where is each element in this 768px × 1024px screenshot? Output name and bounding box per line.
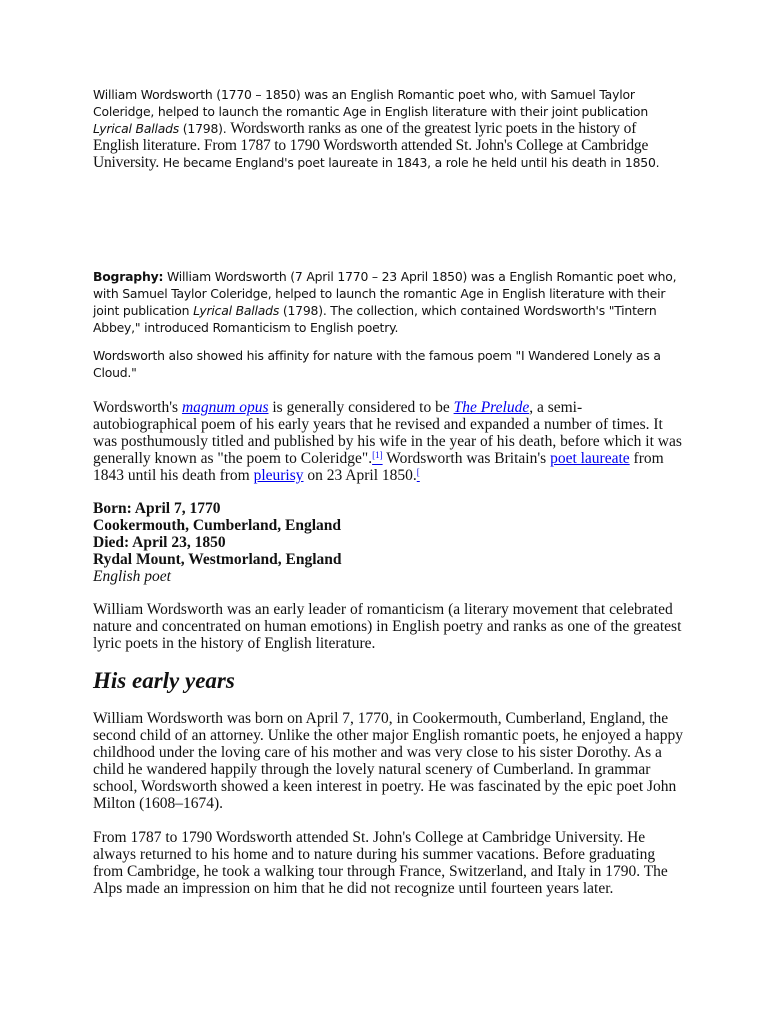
romanticism-leader-paragraph: William Wordsworth was an early leader of romanticism (a literary movement that celebrated nature and concentrated on human emotions) in English poetry and ranks as one of the greatest lyric poets in the history of English literature. bbox=[93, 601, 682, 652]
magnum-opus-paragraph bbox=[93, 399, 683, 484]
magnum-text-1: Wordsworth's bbox=[93, 399, 182, 416]
death-date: Died: April 23, 1850 bbox=[93, 534, 226, 551]
biography-paragraph bbox=[93, 268, 683, 336]
intro-text: William Wordsworth (1770 – 1850) was an English Romantic poet who, with Samuel Taylor Coleridge, helped to launch the romantic Age in English literature with their joint publication bbox=[93, 87, 648, 119]
the-prelude-link[interactable] bbox=[454, 399, 530, 416]
magnum-text-4: Wordsworth was Britain's bbox=[382, 450, 551, 467]
early-years-paragraph: William Wordsworth was born on April 7, 1770, in Cookermouth, Cumberland, England, the second child of an attorney. Unlike the other major English romantic poets, he enjoyed a happy childhood under the loving care of his mother and was very close to his sister Dorothy. As a child he wandered happily through the lovely natural scenery of Cumberland. In grammar school, Wordsworth showed a keen interest in poetry. He was fascinated by the epic poet John Milton (1608–1674). bbox=[93, 710, 683, 812]
biography-italic-title: Lyrical Ballads bbox=[193, 303, 280, 318]
the-prelude-link-text: The Prelude bbox=[453, 399, 530, 416]
intro-text-3: He became England's poet laureate in 1843, a role he held until his death in 1850. bbox=[159, 155, 660, 170]
section-heading-early-years: His early years bbox=[93, 668, 235, 693]
magnum-text-2: is generally considered to be bbox=[268, 399, 454, 416]
reference-2-link[interactable] bbox=[417, 467, 420, 484]
magnum-text-6: on 23 April 1850. bbox=[303, 467, 417, 484]
biography-text: William Wordsworth (7 April 1770 – 23 April 1850) was a English Romantic poet who, with Samuel Taylor Coleridge, helped to launch the romantic Age in English literature with their joint publication bbox=[93, 269, 677, 318]
intro-italic-title: Lyrical Ballads bbox=[93, 121, 180, 136]
pleurisy-link[interactable]: pleurisy bbox=[253, 467, 304, 484]
magnum-text-5: from 1843 until his death from bbox=[93, 450, 664, 484]
magnum-opus-link-text: magnum opus bbox=[181, 399, 269, 416]
reference-2-text: [ bbox=[416, 467, 420, 477]
reference-1-text: [1] bbox=[372, 450, 383, 460]
occupation: English poet bbox=[93, 568, 171, 585]
affinity-paragraph: Wordsworth also showed his affinity for nature with the famous poem "I Wandered Lonely as a Cloud." bbox=[93, 348, 661, 380]
magnum-opus-link[interactable] bbox=[182, 399, 269, 416]
facts-block bbox=[93, 500, 683, 585]
biography-label: Bography: bbox=[93, 269, 164, 284]
magnum-text-3: , a semi-autobiographical poem of his early years that he revised and expanded a number of times. It was posthumously titled and published by his wife in the year of his death, before which it was generally known as "the poem to Coleridge". bbox=[93, 399, 682, 467]
born-date: Born: April 7, 1770 bbox=[93, 500, 221, 517]
cambridge-paragraph: From 1787 to 1790 Wordsworth attended St. John's College at Cambridge University. He always returned to his home and to nature during his summer vacations. Before graduating from Cambridge, he took a walking tour through France, Switzerland, and Italy in 1790. The Alps made an impression on him that he did not recognize until fourteen years later. bbox=[93, 829, 668, 897]
intro-text-2: (1798). bbox=[179, 121, 231, 136]
biography-text-2: (1798). The collection, which contained Wordsworth's "Tintern Abbey," introduced Romanticism to English poetry. bbox=[93, 303, 657, 335]
poet-laureate-link[interactable]: poet laureate bbox=[550, 450, 630, 467]
intro-serif-text: Wordsworth ranks as one of the greatest lyric poets in the history of English literature. From 1787 to 1790 Wordsworth attended St. John's College at Cambridge University. bbox=[93, 120, 649, 171]
reference-1-link[interactable] bbox=[372, 450, 383, 467]
deathplace: Rydal Mount, Westmorland, England bbox=[93, 551, 342, 568]
intro-paragraph bbox=[93, 86, 683, 171]
birthplace: Cookermouth, Cumberland, England bbox=[93, 517, 342, 534]
